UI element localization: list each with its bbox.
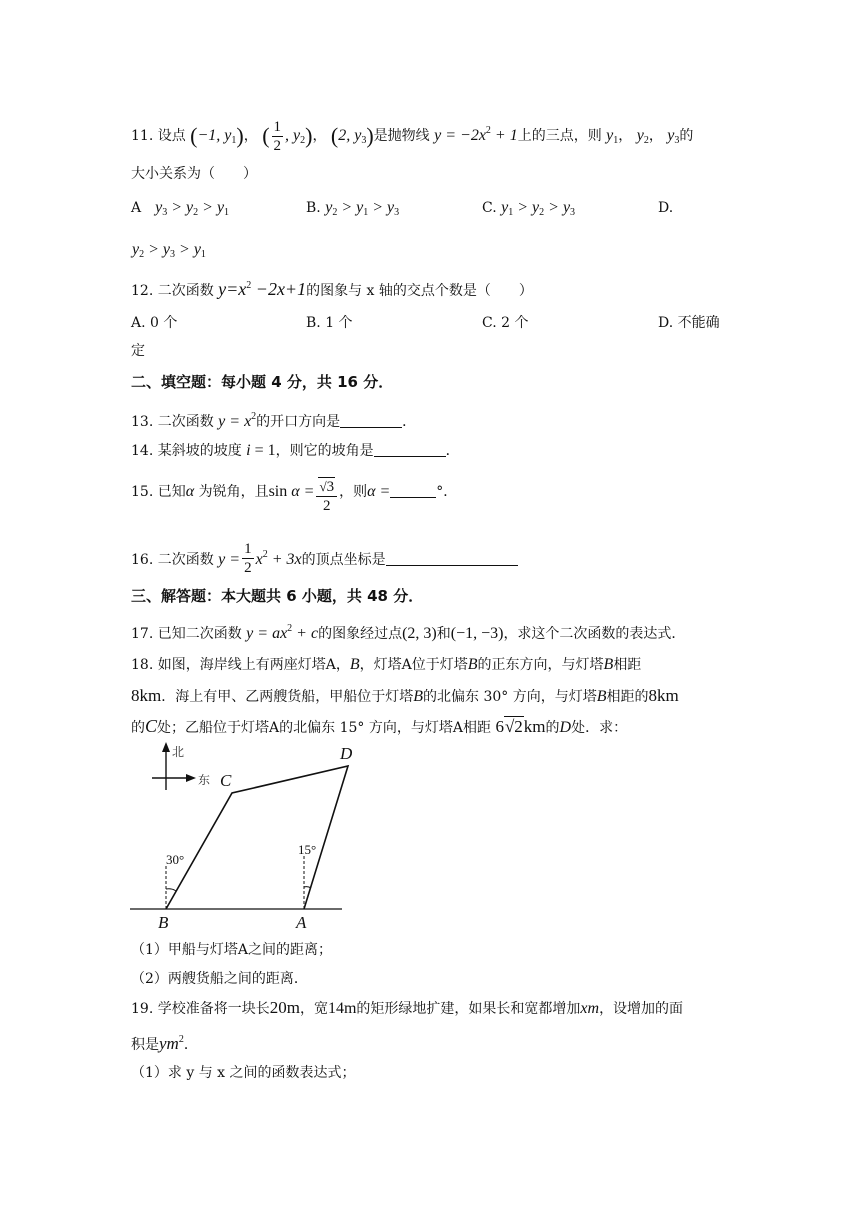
quadrilateral [166, 766, 348, 909]
q15: 15. 已知α 为锐角，且sin α = $\frac{√3}{2}$ ，则α = °． [131, 479, 458, 514]
q12-option-b: B. 1 个 [306, 315, 353, 331]
q14: 14. 某斜坡的坡度 i = 1，则它的坡角是 ． [131, 442, 460, 459]
q12-option-d: D. 不能确 [658, 315, 720, 331]
q11-option-c: C. $y_1 > y_2 > y_3$ [482, 199, 576, 218]
q16-blank [386, 551, 518, 566]
q13: 13. 二次函数 $y = x^2$的开口方向是 ． [131, 411, 417, 430]
angle-arc-a [304, 887, 311, 888]
angle-label-b: 30° [166, 852, 185, 867]
q11-parabola: $y = -2x^2 + 1$ [434, 125, 518, 145]
q11-point2: ( $\frac{1}{2}$ , $y_2$) [262, 119, 313, 154]
q18-line3: 的C处；乙船位于灯塔A的北偏东 15° 方向，与灯塔A相距 6√2km的D处．求： [131, 716, 628, 736]
q11-number: 11. [131, 128, 154, 145]
q16: 16. 二次函数 y = $\frac{1}{2}$ $x^2 + 3x$的顶点坐标是 [131, 540, 518, 577]
point-c-label: C [220, 771, 232, 790]
q11-option-d-value: $y_2 > y_3 > y_1$ [132, 241, 206, 260]
q18-figure [128, 740, 353, 936]
q11-option-b: B. $y_2 > y_1 > y_3$ [306, 199, 400, 218]
q12-option-d-cont: 定 [131, 343, 145, 359]
q11-point3: (2, $y_3$) [330, 123, 374, 149]
section-3-heading: 三、解答题：本大题共 6 小题，共 48 分． [131, 587, 424, 605]
q18-line2: 8km．海上有甲、乙两艘货船，甲船位于灯塔B的北偏东 30° 方向，与灯塔B相距的8km [131, 686, 679, 705]
q13-blank [340, 413, 402, 428]
point-a-label: A [296, 913, 307, 932]
north-label: 北 [172, 745, 185, 759]
q18-line1: 18. 如图，海岸线上有两座灯塔A，B，灯塔A位于灯塔B的正东方向，与灯塔B相距 [131, 656, 642, 673]
q11-line1: 11. 设点 (−1, $y_1$)， ( $\frac{1}{2}$ , $y_2$)， (2, $y_3$)是抛物线 $y = -2x^2 + 1$上的三点，则 $y_1$， $y_2$， $y_3$的 [131, 119, 694, 154]
q11-line2: 大小关系为（ ） [131, 166, 257, 182]
q12-option-a: A. 0 个 [131, 315, 178, 331]
q18-sub2: （2）两艘货船之间的距离． [131, 971, 308, 987]
q14-blank [374, 442, 446, 457]
angle-label-a: 15° [298, 842, 317, 857]
q12-line1: 12. 二次函数 $y=x^2 -2x+1$的图象与 x 轴的交点个数是（ ） [131, 279, 533, 299]
q19-line2: 积是$ym^2$． [131, 1034, 198, 1053]
q15-blank [390, 483, 436, 498]
q11-point1: (−1, $y_1$) [190, 123, 244, 149]
q19-line1: 19. 学校准备将一块长20m，宽14m的矩形绿地扩建，如果长和宽都增加xm，设增加的面 [131, 998, 684, 1017]
q12-function: $y=x^2 -2x+1$ [218, 279, 307, 299]
q18-sub1: （1）甲船与灯塔A之间的距离； [131, 942, 333, 958]
q12-option-c: C. 2 个 [482, 315, 529, 331]
q11-option-a: A $y_3 > y_2 > y_1$ [131, 199, 230, 218]
compass [152, 742, 210, 790]
point-d-label: D [340, 744, 353, 763]
section-2-heading: 二、填空题：每小题 4 分，共 16 分． [131, 373, 394, 391]
q19-sub1: （1）求 y 与 x 之间的函数表达式； [131, 1065, 356, 1081]
q17: 17. 已知二次函数 $y = ax^2 + c$的图象经过点(2, 3)和(−1, −3)，求这个二次函数的表达式． [131, 623, 686, 642]
point-b-label: B [158, 913, 169, 932]
angle-arc-b [166, 889, 176, 891]
east-label: 东 [198, 773, 211, 787]
q11-option-d: D. [658, 200, 674, 216]
